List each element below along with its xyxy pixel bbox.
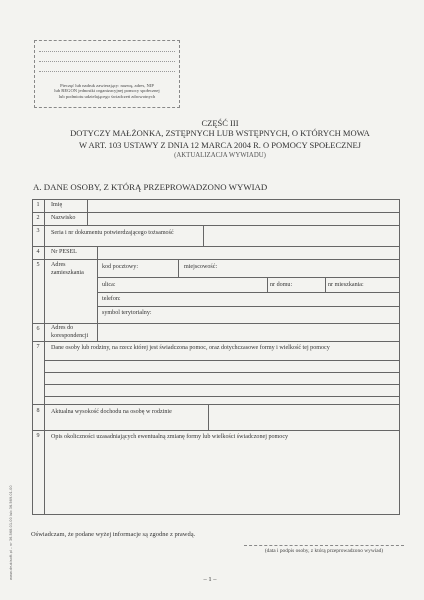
row-number: 6 [36, 326, 40, 332]
header-line-2: W ART. 103 USTAWY Z DNIA 12 MARCA 2004 R. O POMOCY SPOŁECZNEJ [79, 140, 361, 150]
address-line [97, 292, 400, 293]
page-number: – 1 – [203, 576, 217, 583]
assistance-data-field[interactable] [45, 355, 399, 404]
postal-code-label: kod pocztowy: [102, 264, 139, 270]
correspondence-address-label-2: korespondencji [51, 333, 89, 339]
side-print-code: www.drukisoft.pl – nr 36.568.01.00 lub 36.569.01.00 [9, 485, 13, 580]
stamp-dotted-line [39, 51, 175, 52]
phone-label: telefon: [102, 296, 121, 302]
territorial-symbol-label: symbol terytorialny: [102, 310, 152, 316]
row-number: 8 [36, 408, 40, 414]
stamp-caption-line: lub REGON jednostki organizacyjnej pomocy społecznej [54, 88, 160, 94]
row-divider [32, 341, 400, 342]
circumstances-label: Opis okoliczności uzasadniających ewentualną zmianę formy lub wielkości świadczonej pomocy [51, 434, 289, 440]
income-field[interactable] [209, 405, 399, 430]
row-number: 2 [36, 215, 40, 221]
table-border-bottom [32, 514, 400, 515]
stamp-caption [35, 83, 179, 99]
address-line [97, 306, 400, 307]
city-label: miejscowość: [184, 264, 218, 270]
stamp-box[interactable] [34, 40, 180, 108]
assistance-data-label: Dane osoby lub rodziny, na rzecz której jest świadczona pomoc, oraz dotychczasowe formy i wielkość tej pomocy [51, 345, 330, 351]
pesel-label: Nr PESEL [51, 249, 77, 255]
correspondence-address-field[interactable] [98, 324, 399, 341]
section-title: A. DANE OSOBY, Z KTÓRĄ PRZEPROWADZONO WYWIAD [33, 182, 268, 192]
street-label: ulica: [102, 282, 116, 288]
last-name-field[interactable] [88, 213, 399, 225]
address-cell-divider [325, 277, 326, 292]
residence-address-label: Adres [51, 262, 66, 268]
header-line-1: DOTYCZY MAŁŻONKA, ZSTĘPNYCH LUB WSTĘPNYCH, O KTÓRYCH MOWA [70, 128, 370, 138]
first-name-field[interactable] [88, 200, 399, 212]
declaration-text: Oświadczam, że podane wyżej informacje są zgodne z prawdą. [31, 531, 196, 538]
table-border-left [32, 199, 33, 515]
stamp-caption-line: lub podmiotu udzielającego świadczeń zdrowotnych [58, 93, 156, 99]
income-label: Aktualna wysokość dochodu na osobę w rodzinie [51, 409, 172, 415]
correspondence-address-label: Adres do [51, 325, 74, 331]
address-line [97, 277, 400, 278]
row-divider [32, 259, 400, 260]
address-cell-divider [178, 259, 179, 277]
header-line-3: (AKTUALIZACJA WYWIADU) [174, 152, 266, 159]
stamp-dotted-line [39, 71, 175, 72]
house-number-label: nr domu: [270, 282, 293, 288]
stamp-dotted-line [39, 61, 175, 62]
id-document-label: Seria i nr dokumentu potwierdzającego tożsamość [51, 230, 174, 236]
part-title: CZĘŚĆ III [201, 118, 239, 128]
row-number: 7 [36, 344, 40, 350]
pesel-field[interactable] [98, 247, 399, 259]
id-document-field[interactable] [204, 226, 399, 246]
signature-caption: (data i podpis osoby, z którą przeprowadzono wywiad) [264, 548, 384, 554]
row-number: 4 [36, 249, 40, 255]
apartment-number-label: nr mieszkania: [328, 282, 364, 288]
last-name-label: Nazwisko [51, 215, 76, 221]
signature-line[interactable] [244, 545, 404, 546]
row-number: 5 [36, 262, 40, 268]
residence-address-label-2: zamieszkania [51, 270, 84, 276]
circumstances-field[interactable] [45, 445, 399, 514]
address-cell-divider [267, 277, 268, 292]
row-number: 1 [36, 202, 40, 208]
row-number: 9 [36, 433, 40, 439]
first-name-label: Imię [51, 202, 63, 208]
address-label-divider [97, 259, 98, 323]
row-number: 3 [36, 228, 40, 234]
stamp-caption-line: Pieczęć lub nadruk zawierający: nazwę, adres, NIP [60, 83, 154, 88]
row-divider [32, 430, 400, 431]
table-border-right [399, 199, 400, 515]
